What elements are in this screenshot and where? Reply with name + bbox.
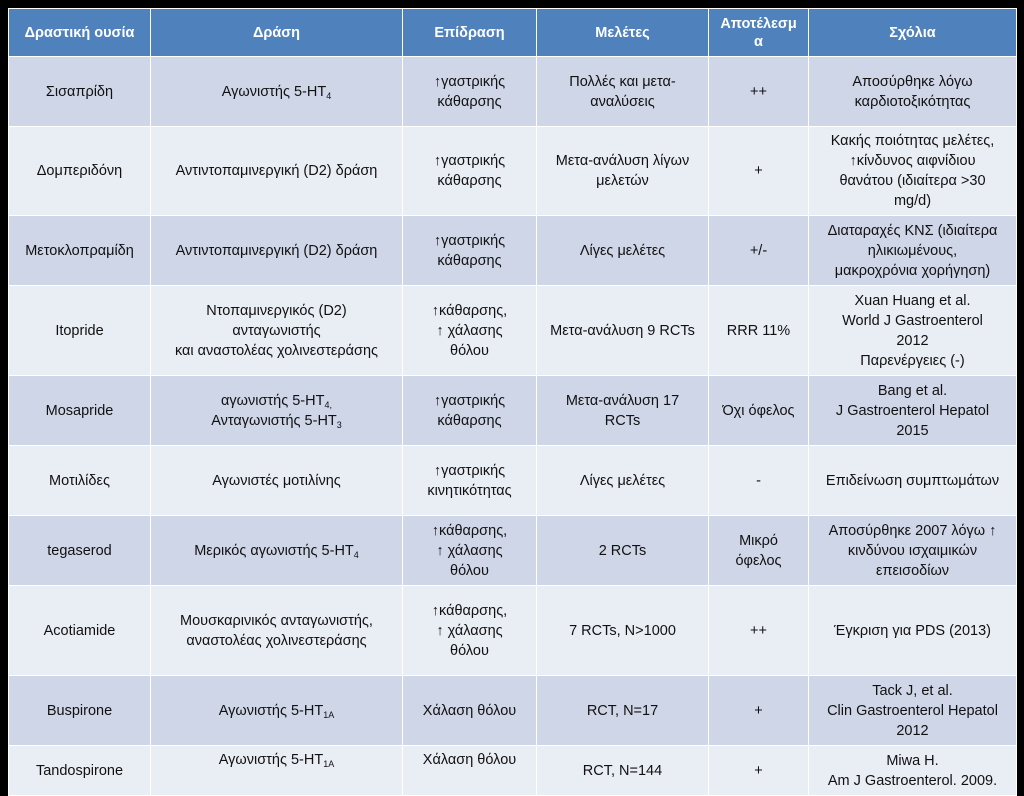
substance-cell: tegaserod — [9, 516, 151, 586]
action-cell — [151, 676, 403, 746]
drug-table — [8, 8, 1017, 796]
effect-cell: ↑γαστρικής κάθαρσης — [403, 216, 537, 286]
action-cell — [151, 746, 403, 796]
result-cell: Μικρό όφελος — [709, 516, 809, 586]
action-cell: Αντιντοπαμινεργική (D2) δράση — [151, 127, 403, 216]
result-cell: ++ — [709, 57, 809, 127]
studies-cell: RCT, N=17 — [537, 676, 709, 746]
action-subscript: 1A — [323, 759, 335, 769]
table-row — [9, 286, 1017, 376]
result-cell: Όχι όφελος — [709, 376, 809, 446]
action-subscript: 4 — [326, 90, 332, 101]
result-cell: + — [709, 676, 809, 746]
substance-cell: Μετοκλοπραμίδη — [9, 216, 151, 286]
substance-cell: Itopride — [9, 286, 151, 376]
action-text: Αγωνιστής 5-HT — [221, 83, 327, 100]
studies-cell: Πολλές και μετα- αναλύσεις — [537, 57, 709, 127]
comments-cell: Αποσύρθηκε 2007 λόγω ↑ κινδύνου ισχαιμικών επεισοδίων — [809, 516, 1017, 586]
action-text: αγωνιστής 5-HT — [221, 392, 325, 409]
table-row — [9, 746, 1017, 796]
header-comments: Σχόλια — [809, 9, 1017, 57]
action-text-2: Ανταγωνιστής 5-HT — [211, 412, 337, 429]
table-row — [9, 446, 1017, 516]
action-text: Αγωνιστής 5-HT — [218, 752, 324, 768]
effect-cell: ↑γαστρικής κινητικότητας — [403, 446, 537, 516]
effect-cell: ↑γαστρικής κάθαρσης — [403, 376, 537, 446]
table-body — [9, 57, 1017, 796]
action-subscript: 4 — [353, 549, 359, 560]
result-cell: + — [709, 127, 809, 216]
substance-cell: Tandospirone — [9, 746, 151, 796]
action-cell — [151, 57, 403, 127]
action-subscript: 4, — [324, 399, 332, 410]
comments-cell: Διαταραχές ΚΝΣ (ιδιαίτερα ηλικιωμένους, μακροχρόνια χορήγηση) — [809, 216, 1017, 286]
substance-cell: Mosapride — [9, 376, 151, 446]
effect-cell: ↑κάθαρσης, ↑ χάλασης θόλου — [403, 586, 537, 676]
result-cell: + — [709, 746, 809, 796]
table-row — [9, 216, 1017, 286]
slide-frame — [8, 8, 1016, 789]
table-row — [9, 586, 1017, 676]
substance-cell: Buspirone — [9, 676, 151, 746]
table-row — [9, 676, 1017, 746]
comments-cell: Έγκριση για PDS (2013) — [809, 586, 1017, 676]
studies-cell: Μετα-ανάλυση λίγων μελετών — [537, 127, 709, 216]
studies-cell: 2 RCTs — [537, 516, 709, 586]
comments-cell: Tack J, et al. Clin Gastroenterol Hepatol 2012 — [809, 676, 1017, 746]
comments-cell: Xuan Huang et al. World J Gastroenterol 2012 Παρενέργειες (-) — [809, 286, 1017, 376]
header-row — [9, 9, 1017, 57]
effect-cell: Χάλαση θόλου — [403, 676, 537, 746]
action-cell — [151, 376, 403, 446]
comments-cell: Αποσύρθηκε λόγω καρδιοτοξικότητας — [809, 57, 1017, 127]
action-text: Μερικός αγωνιστής 5-HT — [194, 542, 354, 559]
comments-cell: Miwa H. Am J Gastroenterol. 2009. — [809, 746, 1017, 796]
comments-cell: Επιδείνωση συμπτωμάτων — [809, 446, 1017, 516]
action-cell — [151, 516, 403, 586]
comments-cell: Κακής ποιότητας μελέτες, ↑κίνδυνος αιφνίδιου θανάτου (ιδιαίτερα >30 mg/d) — [809, 127, 1017, 216]
studies-cell: Μετα-ανάλυση 9 RCTs — [537, 286, 709, 376]
action-cell: Αγωνιστές μοτιλίνης — [151, 446, 403, 516]
table-row — [9, 516, 1017, 586]
header-effect: Επίδραση — [403, 9, 537, 57]
effect-cell: Χάλαση θόλου — [403, 746, 537, 796]
action-cell: Ντοπαμινεργικός (D2) ανταγωνιστής και αναστολέας χολινεστεράσης — [151, 286, 403, 376]
substance-cell: Σισαπρίδη — [9, 57, 151, 127]
result-cell: RRR 11% — [709, 286, 809, 376]
header-studies: Μελέτες — [537, 9, 709, 57]
table-row — [9, 376, 1017, 446]
studies-cell: Λίγες μελέτες — [537, 446, 709, 516]
header-substance: Δραστική ουσία — [9, 9, 151, 57]
studies-cell: Μετα-ανάλυση 17 RCTs — [537, 376, 709, 446]
result-cell: +/- — [709, 216, 809, 286]
action-cell: Αντιντοπαμινεργική (D2) δράση — [151, 216, 403, 286]
header-result: Αποτέλεσμ α — [709, 9, 809, 57]
substance-cell: Acotiamide — [9, 586, 151, 676]
effect-cell: ↑κάθαρσης, ↑ χάλασης θόλου — [403, 286, 537, 376]
substance-cell: Δομπεριδόνη — [9, 127, 151, 216]
effect-cell: ↑γαστρικής κάθαρσης — [403, 57, 537, 127]
action-subscript-2: 3 — [336, 419, 342, 430]
result-cell: - — [709, 446, 809, 516]
table-row — [9, 57, 1017, 127]
substance-cell: Μοτιλίδες — [9, 446, 151, 516]
action-subscript: 1A — [323, 709, 335, 720]
effect-cell: ↑κάθαρσης, ↑ χάλασης θόλου — [403, 516, 537, 586]
table-row — [9, 127, 1017, 216]
studies-cell: RCT, N=144 — [537, 746, 709, 796]
effect-cell: ↑γαστρικής κάθαρσης — [403, 127, 537, 216]
header-action: Δράση — [151, 9, 403, 57]
studies-cell: Λίγες μελέτες — [537, 216, 709, 286]
action-cell: Μουσκαρινικός ανταγωνιστής, αναστολέας χολινεστεράσης — [151, 586, 403, 676]
result-cell: ++ — [709, 586, 809, 676]
action-text: Αγωνιστής 5-HT — [218, 702, 324, 719]
studies-cell: 7 RCTs, N>1000 — [537, 586, 709, 676]
comments-cell: Bang et al. J Gastroenterol Hepatol 2015 — [809, 376, 1017, 446]
